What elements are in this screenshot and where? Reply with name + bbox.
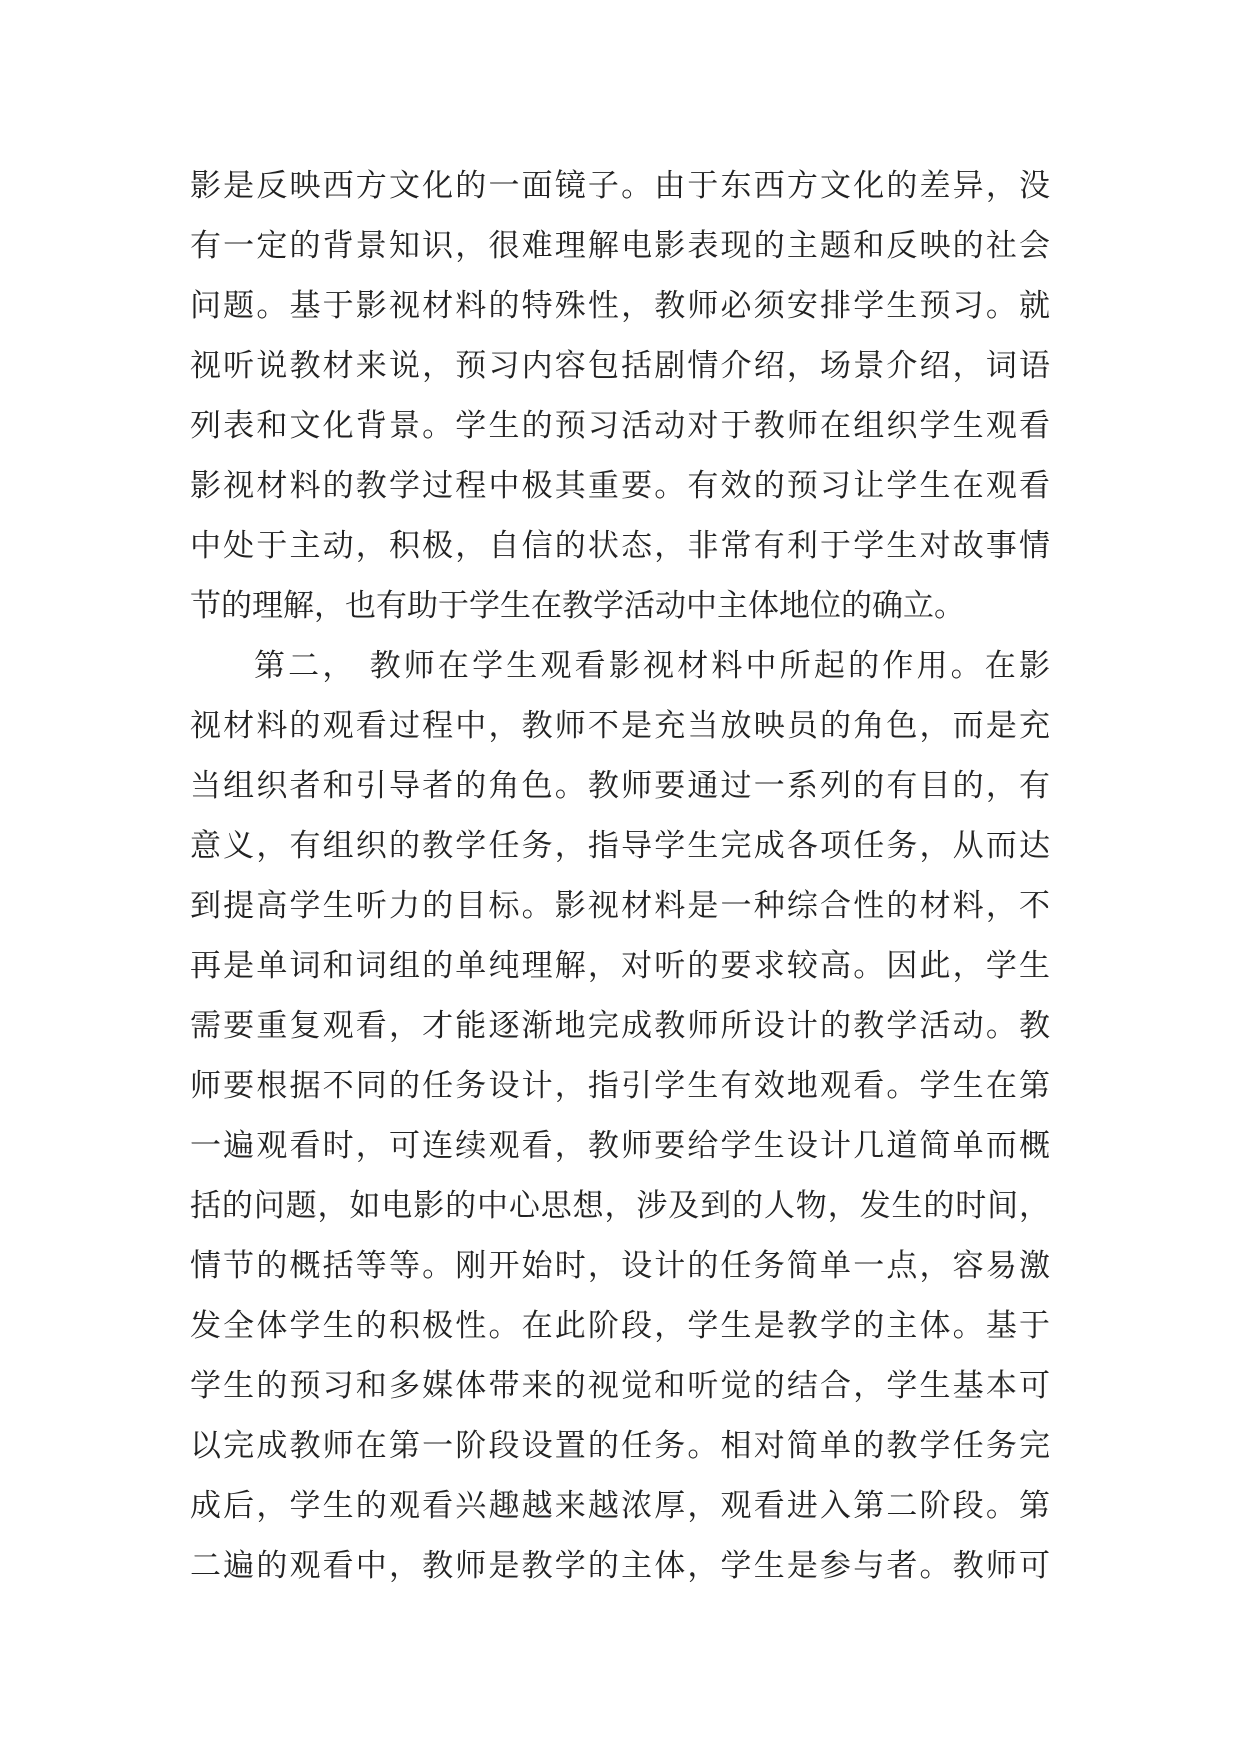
text-line-13: 到提高学生听力的目标。影视材料是一种综合性的材料，不 [190,888,1050,924]
text-line-19: 情节的概括等等。刚开始时，设计的任务简单一点，容易激 [190,1248,1050,1284]
text-line-16: 师要根据不同的任务设计，指引学生有效地观看。学生在第 [190,1068,1050,1104]
text-line-20: 发全体学生的积极性。在此阶段，学生是教学的主体。基于 [190,1308,1050,1344]
text-line-24: 二遍的观看中，教师是教学的主体，学生是参与者。教师可 [190,1548,1050,1584]
text-line-8: 节的理解，也有助于学生在教学活动中主体地位的确立。 [190,588,965,624]
text-line-22: 以完成教师在第一阶段设置的任务。相对简单的教学任务完 [190,1428,1050,1464]
text-line-6: 影视材料的教学过程中极其重要。有效的预习让学生在观看 [190,468,1050,504]
text-line-7: 中处于主动，积极，自信的状态，非常有利于学生对故事情 [190,528,1050,564]
text-line-2: 有一定的背景知识，很难理解电影表现的主题和反映的社会 [190,228,1050,264]
text-line-4: 视听说教材来说，预习内容包括剧情介绍，场景介绍，词语 [190,348,1050,384]
text-line-14: 再是单词和词组的单纯理解，对听的要求较高。因此，学生 [190,948,1050,984]
text-line-11: 当组织者和引导者的角色。教师要通过一系列的有目的，有 [190,768,1050,804]
text-line-1: 影是反映西方文化的一面镜子。由于东西方文化的差异，没 [190,168,1050,204]
text-line-23: 成后，学生的观看兴趣越来越浓厚，观看进入第二阶段。第 [190,1488,1050,1524]
text-line-18: 括的问题，如电影的中心思想，涉及到的人物，发生的时间， [190,1188,1050,1224]
body-text [190,156,1050,1596]
text-line-10: 视材料的观看过程中，教师不是充当放映员的角色，而是充 [190,708,1050,744]
text-line-12: 意义，有组织的教学任务，指导学生完成各项任务，从而达 [190,828,1050,864]
text-line-9: 第二， 教师在学生观看影视材料中所起的作用。在影 [254,648,1050,684]
text-line-5: 列表和文化背景。学生的预习活动对于教师在组织学生观看 [190,408,1050,444]
text-line-21: 学生的预习和多媒体带来的视觉和听觉的结合，学生基本可 [190,1368,1050,1404]
text-line-17: 一遍观看时，可连续观看，教师要给学生设计几道简单而概 [190,1128,1050,1164]
text-line-3: 问题。基于影视材料的特殊性，教师必须安排学生预习。就 [190,288,1050,324]
text-line-15: 需要重复观看，才能逐渐地完成教师所设计的教学活动。教 [190,1008,1050,1044]
